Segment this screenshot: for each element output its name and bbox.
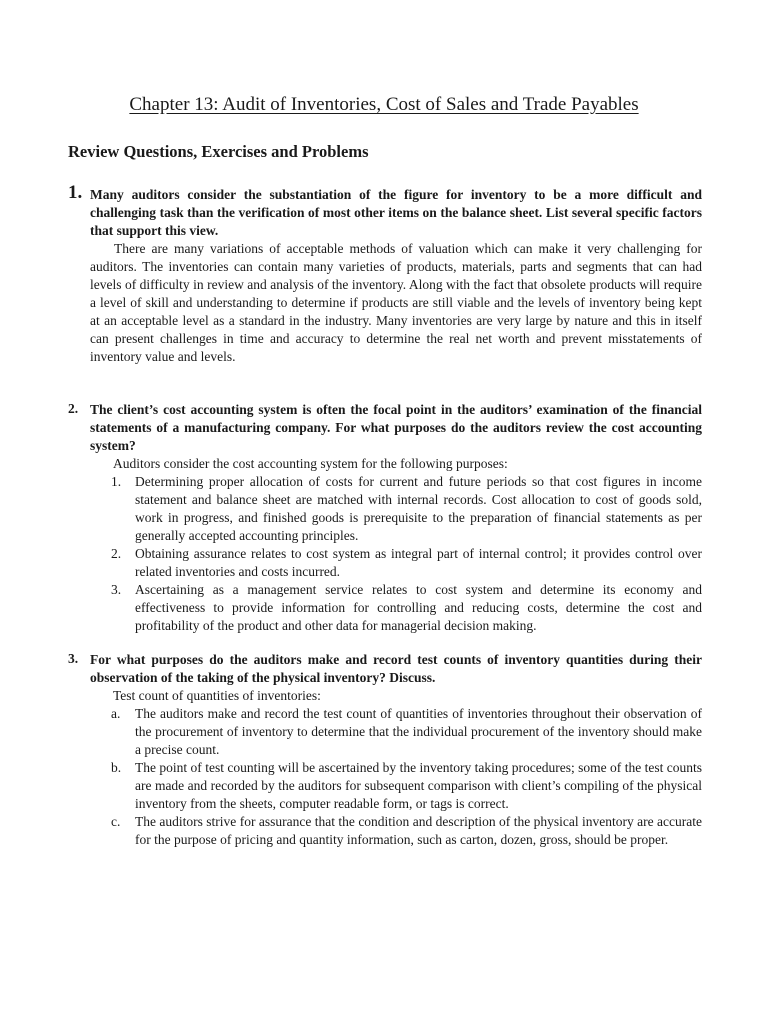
list-item (111, 581, 702, 635)
section-heading: Review Questions, Exercises and Problems (68, 142, 369, 161)
answer-intro: Auditors consider the cost accounting system for the following purposes: (113, 456, 508, 471)
question-2 (68, 401, 702, 635)
answer-text: There are many variations of acceptable methods of valuation which can make it very challenging for auditors. The inventories can contain many varieties of products, materials, parts and segments that can had levels of difficulty in review and analysis of the inventory. Along with the fact that obsolete products will require a level of skill and understanding to determine if products are still viable and the levels of inventory being kept at an acceptable level as a standard in the industry. Many inventories are very large by nature and this in itself can present challenges in time and accuracy to determine the real net worth and prevent misstatements of inventory value and levels. (90, 241, 702, 364)
list-item (111, 545, 702, 581)
question-number: 2. (68, 401, 79, 416)
list-marker: 2. (111, 546, 122, 561)
list-item-text: Ascertaining as a management service relates to cost system and determine its economy and effectiveness to provide information for controlling and reducing costs, determine the cost and profitability of the product and other data for managerial decision making. (135, 582, 702, 633)
question-text: For what purposes do the auditors make and record test counts of inventory quantities during their observation of the taking of the physical inventory? Discuss. (90, 652, 702, 685)
question-number: 3. (68, 651, 79, 666)
list-item-text: Obtaining assurance relates to cost system as integral part of internal control; it provides control over related inventories and costs incurred. (135, 546, 702, 579)
question-number: 1. (68, 182, 83, 203)
list-marker: 3. (111, 582, 122, 597)
question-1 (68, 182, 702, 366)
list-marker: 1. (111, 474, 122, 489)
list-item (111, 759, 702, 813)
list-item-text: Determining proper allocation of costs for current and future periods so that cost figures in income statement and balance sheet are matched with internal records. Cost allocation to cost of goods sold, work in progress, and finished goods is prerequisite to the preparation of financial statements as per generally accepted accounting principles. (135, 474, 702, 543)
list-item (111, 705, 702, 759)
list-item-text: The point of test counting will be ascertained by the inventory taking procedures; some of the test counts are made and recorded by the auditors for subsequent comparison with client’s compiling of the physical inventory from the sheets, computer readable form, or tags is correct. (135, 760, 702, 811)
question-3 (68, 651, 702, 849)
list-item-text: The auditors make and record the test count of quantities of inventories throughout their observation of the procurement of inventory to determine that the individual procurement of the inventory should make a precise count. (135, 706, 702, 757)
question-text: The client’s cost accounting system is often the focal point in the auditors’ examination of the financial statements of a manufacturing company. For what purposes do the auditors review the cost accounting system? (90, 402, 702, 453)
question-text: Many auditors consider the substantiation of the figure for inventory to be a more difficult and challenging task than the verification of most other items on the balance sheet. List several specific factors that support this view. (90, 187, 702, 238)
list-item (111, 473, 702, 545)
answer-list (68, 705, 702, 849)
chapter-title: Chapter 13: Audit of Inventories, Cost of Sales and Trade Payables (129, 94, 639, 115)
list-marker: b. (111, 760, 122, 775)
answer-list (68, 473, 702, 635)
list-item (111, 813, 702, 849)
answer-intro: Test count of quantities of inventories: (113, 688, 321, 703)
list-marker: c. (111, 814, 121, 829)
list-item-text: The auditors strive for assurance that the condition and description of the physical inventory are accurate for the purpose of pricing and quantity information, such as carton, dozen, gross, should be proper. (135, 814, 702, 847)
list-marker: a. (111, 706, 121, 721)
